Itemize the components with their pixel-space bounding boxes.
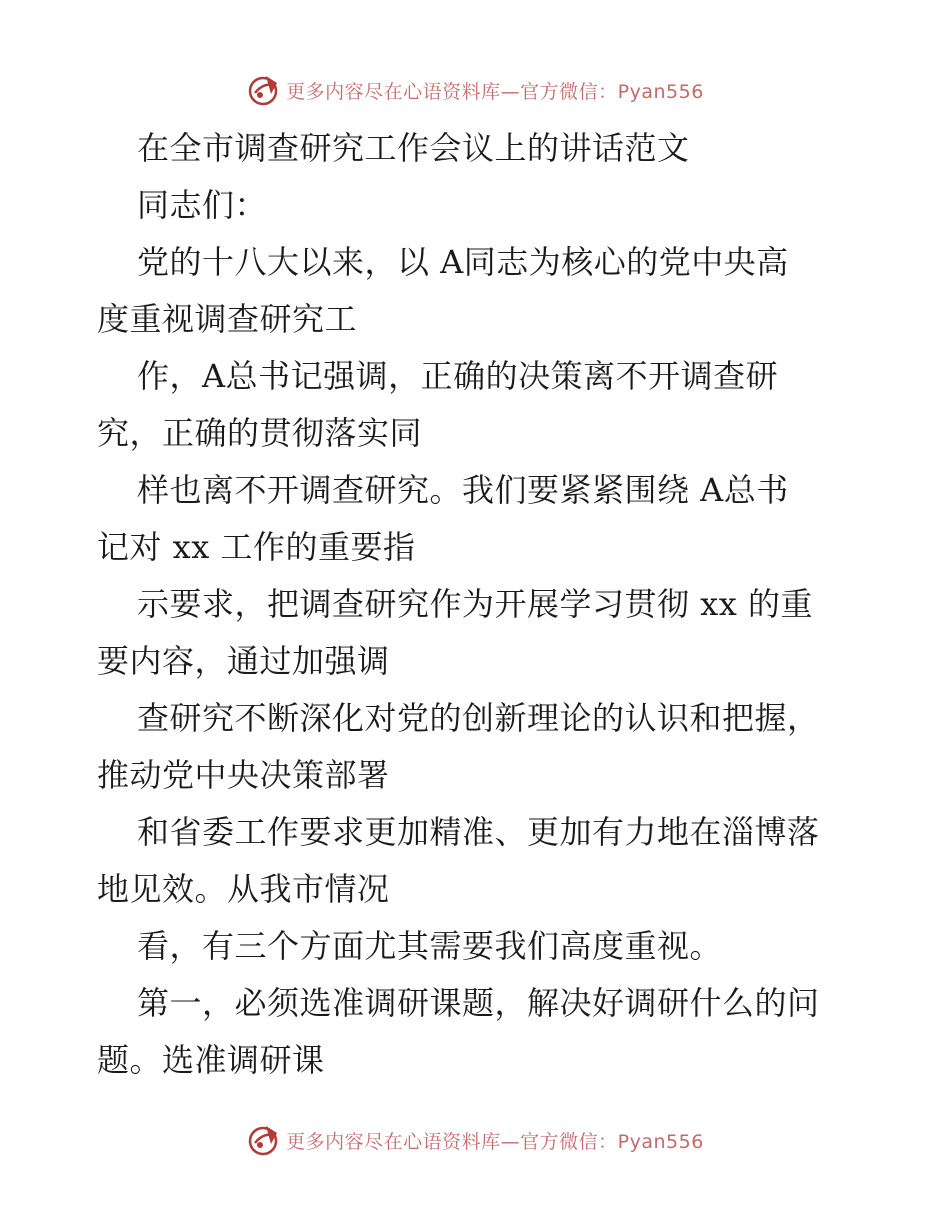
document-body — [97, 120, 857, 1089]
text-line: 记对 xx 工作的重要指 — [97, 528, 416, 566]
header-banner-text: 更多内容尽在心语资料库—官方微信：Pyan556 — [286, 80, 704, 103]
text-line: 究，正确的贯彻落实同 — [97, 414, 423, 452]
footer-banner — [0, 1120, 950, 1160]
text-line: 度重视调查研究工 — [97, 300, 358, 338]
text-line: 样也离不开调查研究。我们要紧紧围绕 A总书 — [137, 471, 789, 509]
text-line: 地见效。从我市情况 — [97, 870, 390, 908]
brand-logo-icon — [246, 73, 280, 107]
footer-banner-text: 更多内容尽在心语资料库—官方微信：Pyan556 — [286, 1130, 704, 1153]
text-line: 推动党中央决策部署 — [97, 756, 390, 794]
text-line: 和省委工作要求更加精准、更加有力地在淄博落 — [137, 813, 820, 851]
text-line: 作，A总书记强调，正确的决策离不开调查研 — [137, 357, 779, 395]
text-line: 看，有三个方面尤其需要我们高度重视。 — [137, 927, 723, 965]
text-line: 示要求，把调查研究作为开展学习贯彻 xx 的重 — [137, 585, 813, 623]
brand-logo-icon — [246, 1123, 280, 1157]
document-title: 在全市调查研究工作会议上的讲话范文 — [137, 129, 690, 167]
text-line: 查研究不断深化对党的创新理论的认识和把握， — [137, 699, 820, 737]
text-line: 第一，必须选准调研课题，解决好调研什么的问 — [137, 984, 820, 1022]
text-line: 同志们： — [137, 186, 268, 224]
header-banner — [0, 70, 950, 110]
text-line: 要内容，通过加强调 — [97, 642, 390, 680]
text-line: 题。选准调研课 — [97, 1041, 325, 1079]
text-line: 党的十八大以来，以 A同志为核心的党中央高 — [137, 243, 789, 281]
